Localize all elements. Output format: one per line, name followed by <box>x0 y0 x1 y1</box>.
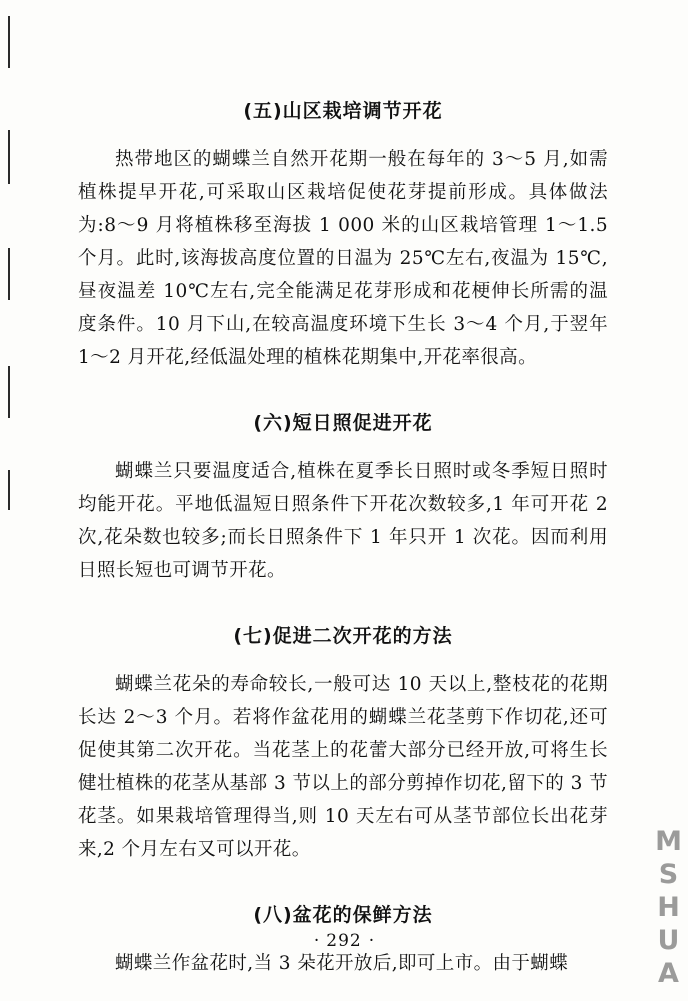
page-content <box>78 96 608 986</box>
section-heading-5: (五)山区栽培调节开花 <box>243 100 443 122</box>
section-heading-7: (七)促进二次开花的方法 <box>233 625 453 647</box>
binding-mark <box>8 366 10 418</box>
section-paragraph-7: 蝴蝶兰花朵的寿命较长,一般可达 10 天以上,整枝花的花期长达 2～3 个月。若将作盆花用的蝴蝶兰花茎剪下作切花,还可促使其第二次开花。当花茎上的花蕾大部分已经开放,可将生长健壮植株的花茎从基部 3 节以上的部分剪掉作切花,留下的 3 节花茎。如果栽培管理得当,则 10 天左右可从茎节部位长出花芽来,2 个月左右又可以开花。 <box>78 674 608 860</box>
section-heading-8: (八)盆花的保鲜方法 <box>253 904 433 926</box>
footer-dot-left: · <box>313 931 320 951</box>
binding-mark <box>8 16 10 68</box>
section-heading-6: (六)短日照促进开花 <box>253 412 433 434</box>
page-number: 292 <box>326 930 362 951</box>
watermark-text: MSHUA <box>653 826 684 991</box>
binding-mark <box>8 248 10 300</box>
section-paragraph-6: 蝴蝶兰只要温度适合,植株在夏季长日照时或冬季短日照时均能开花。平地低温短日照条件下开花次数较多,1 年可开花 2 次,花朵数也较多;而长日照条件下 1 年只开 1 次花。因而利用日照长短也可调节开花。 <box>78 461 608 581</box>
binding-mark <box>8 130 10 184</box>
page-footer <box>0 931 688 952</box>
binding-mark <box>8 470 10 510</box>
section-paragraph-5: 热带地区的蝴蝶兰自然开花期一般在每年的 3～5 月,如需植株提早开花,可采取山区栽培促使花芽提前形成。具体做法为:8～9 月将植株移至海拔 1 000 米的山区栽培管理 1～1.5 个月。此时,该海拔高度位置的日温为 25℃左右,夜温为 15℃,昼夜温差 10℃左右,完全能满足花芽形成和花梗伸长所需的温度条件。10 月下山,在较高温度环境下生长 3～4 个月,于翌年 1～2 月开花,经低温处理的植株花期集中,开花率很高。 <box>78 149 608 368</box>
section-paragraph-8: 蝴蝶兰作盆花时,当 3 朵花开放后,即可上市。由于蝴蝶 <box>115 953 569 974</box>
footer-dot-right: · <box>368 931 375 951</box>
